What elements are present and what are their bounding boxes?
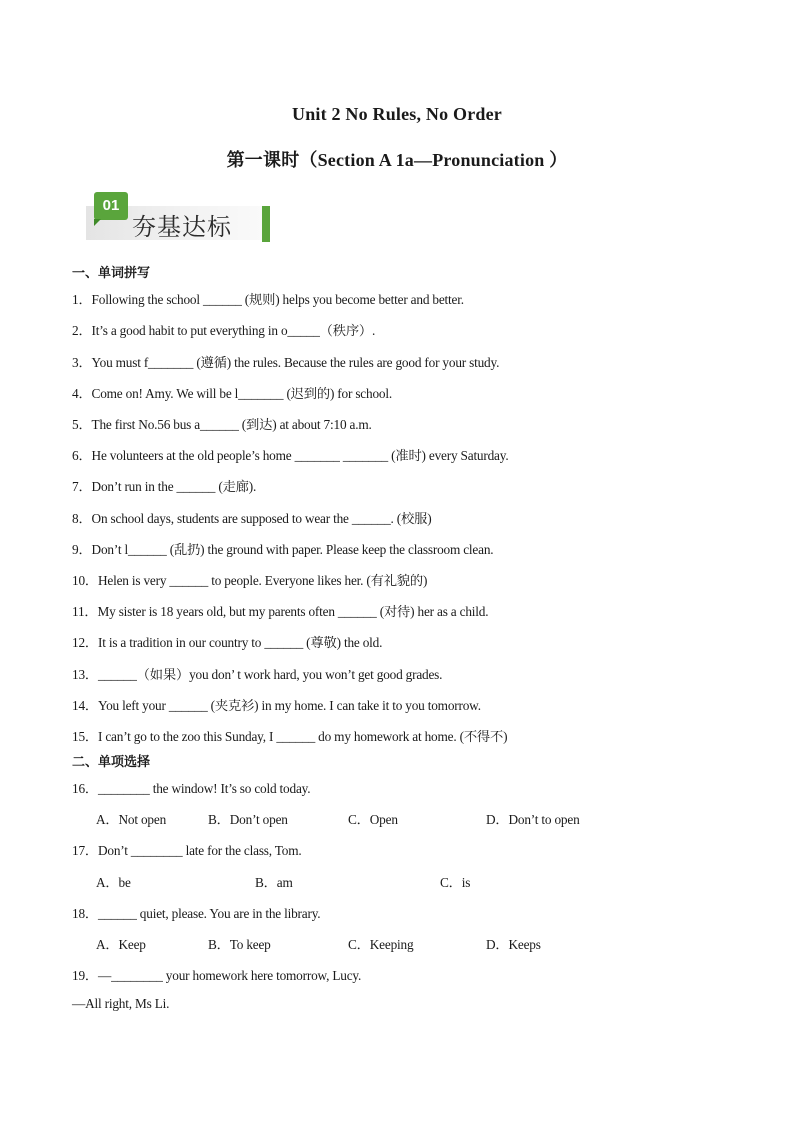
q16-option-b: B．Don’t open xyxy=(208,812,288,827)
question-6: 6．He volunteers at the old people’s home _______ _______ (准时) every Saturday. xyxy=(72,448,509,463)
question-13: 13．______（如果）you don’ t work hard, you won’t get good grades. xyxy=(72,667,443,682)
q17-option-b: B．am xyxy=(255,875,293,890)
question-5: 5．The first No.56 bus a______ (到达) at about 7:10 a.m. xyxy=(72,417,372,432)
question-17: 17．Don’t ________ late for the class, Tom. xyxy=(72,843,302,858)
question-9: 9．Don’t l______ (乱扔) the ground with paper. Please keep the classroom clean. xyxy=(72,542,494,557)
badge-speech-tail-icon xyxy=(94,219,101,226)
section-heading-choice: 二、单项选择 xyxy=(72,755,151,770)
question-18: 18．______ quiet, please. You are in the library. xyxy=(72,906,321,921)
q18-option-d: D．Keeps xyxy=(486,937,541,952)
question-19: 19．—________ your homework here tomorrow, Lucy. xyxy=(72,968,362,983)
section-badge xyxy=(84,190,270,244)
q16-option-c: C．Open xyxy=(348,812,398,827)
page-title: Unit 2 No Rules, No Order xyxy=(292,104,502,124)
badge-number: 01 xyxy=(94,192,128,220)
question-3: 3．You must f_______ (遵循) the rules. Because the rules are good for your study. xyxy=(72,355,500,370)
question-8: 8．On school days, students are supposed to wear the ______. (校服) xyxy=(72,511,432,526)
q17-option-c: C．is xyxy=(440,875,471,890)
question-7: 7．Don’t run in the ______ (走廊). xyxy=(72,479,257,494)
question-15: 15．I can’t go to the zoo this Sunday, I ______ do my homework at home. (不得不) xyxy=(72,729,508,744)
question-19-reply: —All right, Ms Li. xyxy=(72,996,170,1011)
section-heading-spelling: 一、单词拼写 xyxy=(72,266,151,281)
question-4: 4．Come on! Amy. We will be l_______ (迟到的) for school. xyxy=(72,386,392,401)
question-1: 1．Following the school ______ (规则) helps you become better and better. xyxy=(72,292,464,307)
question-16: 16．________ the window! It’s so cold today. xyxy=(72,781,311,796)
question-11: 11．My sister is 18 years old, but my parents often ______ (对待) her as a child. xyxy=(72,604,489,619)
badge-accent-bar xyxy=(262,206,270,242)
q16-option-a: A．Not open xyxy=(96,812,167,827)
q16-option-d: D．Don’t to open xyxy=(486,812,580,827)
q17-option-a: A．be xyxy=(96,875,131,890)
question-14: 14．You left your ______ (夹克衫) in my home. I can take it to you tomorrow. xyxy=(72,698,481,713)
question-10: 10．Helen is very ______ to people. Everyone likes her. (有礼貌的) xyxy=(72,573,428,588)
q18-option-a: A．Keep xyxy=(96,937,146,952)
q18-option-b: B．To keep xyxy=(208,937,271,952)
q18-option-c: C．Keeping xyxy=(348,937,414,952)
question-12: 12．It is a tradition in our country to ______ (尊敬) the old. xyxy=(72,635,383,650)
lesson-subtitle: 第一课时（Section A 1a—Pronunciation ） xyxy=(226,150,568,170)
badge-text: 夯基达标 xyxy=(132,213,232,241)
question-2: 2．It’s a good habit to put everything in o_____（秩序）. xyxy=(72,323,376,338)
